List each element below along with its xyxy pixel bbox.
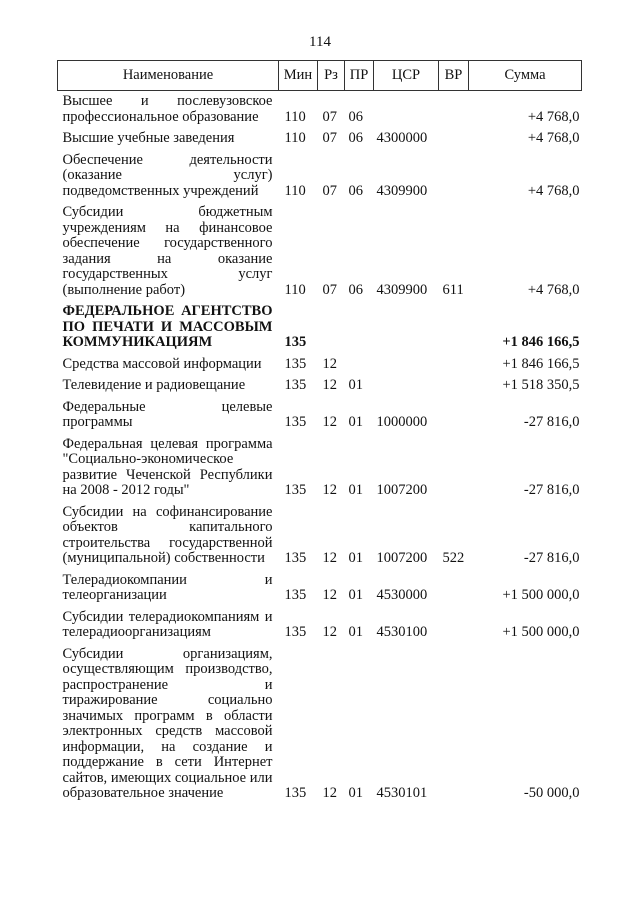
row-min-cell: 135 xyxy=(284,334,307,350)
row-vr-cell xyxy=(439,434,469,502)
row-name-text: ФЕДЕРАЛЬНОЕ АГЕНТСТВО ПО ПЕЧАТИ И МАССОВЫМ КОММУНИКАЦИЯМ xyxy=(62,303,273,350)
row-rz-cell: 12 xyxy=(322,377,337,393)
row-name-cell xyxy=(58,150,279,203)
row-name-cell xyxy=(58,91,279,129)
row-sum-cell: +1 500 000,0 xyxy=(502,587,580,603)
row-csr-cell: 1000000 xyxy=(376,414,428,430)
column-header-csr: ЦСР xyxy=(374,61,439,91)
row-vr-cell xyxy=(439,607,469,644)
row-name-text: Субсидии организациям, осуществляющим производство, распространение и тиражирование социально значимых программ в области электронных средств массовой информации, на создание и поддержание в сети Интернет сайтов, имеющих социальное или образовательное значение xyxy=(62,645,273,801)
row-vr-cell xyxy=(439,644,469,805)
row-min-cell: 135 xyxy=(284,587,307,603)
row-csr-cell: 1007200 xyxy=(376,482,428,498)
row-csr-cell: 1007200 xyxy=(376,550,428,566)
row-pr-cell: 01 xyxy=(348,587,363,603)
row-pr-cell: 01 xyxy=(348,377,363,393)
row-name-text: Средства массовой информации xyxy=(62,355,262,372)
row-name-text: Федеральные целевые программы xyxy=(62,398,273,430)
column-header-vr: ВР xyxy=(439,61,469,91)
row-csr-cell: 4530101 xyxy=(376,785,428,801)
row-pr-cell: 01 xyxy=(348,785,363,801)
row-vr-cell xyxy=(439,301,469,354)
row-sum-cell: -27 816,0 xyxy=(523,482,580,498)
row-rz-cell xyxy=(318,301,345,354)
row-min-cell: 110 xyxy=(284,108,306,125)
row-min-cell: 135 xyxy=(284,785,307,801)
row-name-text: Высшее и послевузовское профессиональное образование xyxy=(62,93,273,125)
row-pr-cell: 01 xyxy=(348,482,363,498)
budget-table xyxy=(57,60,582,805)
row-sum-cell: +1 518 350,5 xyxy=(502,377,580,393)
row-pr-cell: 01 xyxy=(348,414,363,430)
row-min-cell: 135 xyxy=(284,377,307,393)
row-min-cell: 110 xyxy=(284,281,306,298)
table-row xyxy=(58,150,582,203)
table-row xyxy=(58,354,582,376)
row-name-text: Федеральная целевая программа "Социально-экономическое развитие Чеченской Республики на 2008 - 2012 годы" xyxy=(62,435,273,498)
row-csr-cell: 4530100 xyxy=(376,624,428,640)
row-min-cell: 110 xyxy=(284,130,306,146)
row-rz-cell: 12 xyxy=(322,624,337,640)
row-min-cell: 135 xyxy=(284,482,307,498)
row-pr-cell xyxy=(345,354,374,376)
row-name-text: Высшие учебные заведения xyxy=(62,130,235,146)
row-sum-cell: +4 768,0 xyxy=(527,108,580,125)
row-csr-cell: 4300000 xyxy=(376,130,428,146)
row-csr-cell xyxy=(374,354,439,376)
row-vr-cell xyxy=(439,397,469,434)
row-vr-cell: 522 xyxy=(442,550,465,566)
row-name-cell xyxy=(58,397,279,434)
row-sum-cell: -50 000,0 xyxy=(523,785,580,801)
row-name-cell xyxy=(58,434,279,502)
row-csr-cell xyxy=(374,375,439,397)
row-name-cell xyxy=(58,644,279,805)
row-csr-cell xyxy=(374,91,439,129)
row-sum-cell: +1 500 000,0 xyxy=(502,624,580,640)
row-min-cell: 135 xyxy=(284,624,307,640)
row-rz-cell: 12 xyxy=(322,785,337,801)
table-row xyxy=(58,128,582,150)
row-min-cell: 135 xyxy=(284,414,307,430)
row-vr-cell xyxy=(439,375,469,397)
row-min-cell: 135 xyxy=(284,355,307,372)
row-min-cell: 110 xyxy=(284,182,306,199)
table-row xyxy=(58,202,582,301)
row-name-cell xyxy=(58,502,279,570)
column-header-name: Наименование xyxy=(58,61,279,91)
row-vr-cell xyxy=(439,570,469,607)
row-pr-cell: 06 xyxy=(348,281,363,298)
row-name-text: Субсидии бюджетным учреждениям на финансовое обеспечение государственного задания на оказание государственных услуг (выполнение работ) xyxy=(62,204,273,298)
row-pr-cell: 01 xyxy=(348,550,363,566)
row-sum-cell: +4 768,0 xyxy=(527,182,580,199)
table-row xyxy=(58,397,582,434)
table-row xyxy=(58,644,582,805)
row-vr-cell: 611 xyxy=(442,281,464,298)
row-name-text: Субсидии на софинансирование объектов капитального строительства государственной (муниципальной) собственности xyxy=(62,503,273,566)
table-row xyxy=(58,607,582,644)
row-pr-cell: 01 xyxy=(348,624,363,640)
row-sum-cell: -27 816,0 xyxy=(523,414,580,430)
column-header-pr: ПР xyxy=(345,61,374,91)
row-vr-cell xyxy=(439,354,469,376)
page-number: 114 xyxy=(309,34,331,50)
column-header-rz: Рз xyxy=(318,61,345,91)
row-csr-cell xyxy=(374,301,439,354)
table-row xyxy=(58,301,582,354)
row-name-text: Обеспечение деятельности (оказание услуг) подведомственных учреждений xyxy=(62,151,273,199)
row-name-cell xyxy=(58,354,279,376)
row-sum-cell: +1 846 166,5 xyxy=(502,334,580,350)
row-sum-cell: +4 768,0 xyxy=(527,281,580,298)
row-csr-cell: 4309900 xyxy=(376,182,428,199)
column-header-min: Мин xyxy=(279,61,318,91)
row-rz-cell: 12 xyxy=(322,414,337,430)
row-name-cell xyxy=(58,607,279,644)
table-row xyxy=(58,434,582,502)
row-vr-cell xyxy=(439,150,469,203)
table-row xyxy=(58,502,582,570)
row-sum-cell: +4 768,0 xyxy=(527,130,580,146)
row-name-cell xyxy=(58,375,279,397)
row-pr-cell xyxy=(345,301,374,354)
row-rz-cell: 07 xyxy=(322,182,337,199)
row-vr-cell xyxy=(439,91,469,129)
row-sum-cell: -27 816,0 xyxy=(523,550,580,566)
row-name-text: Телерадиокомпании и телеорганизации xyxy=(62,571,273,603)
row-name-cell xyxy=(58,128,279,150)
row-rz-cell: 12 xyxy=(322,587,337,603)
row-rz-cell: 07 xyxy=(322,130,337,146)
table-row xyxy=(58,91,582,129)
row-rz-cell: 12 xyxy=(322,355,337,372)
row-name-cell xyxy=(58,202,279,301)
table-row xyxy=(58,570,582,607)
table-row xyxy=(58,375,582,397)
row-rz-cell: 07 xyxy=(322,108,337,125)
row-name-text: Субсидии телерадиокомпаниям и телерадиоорганизациям xyxy=(62,608,273,640)
table-header-row xyxy=(58,61,582,91)
row-pr-cell: 06 xyxy=(348,130,363,146)
row-min-cell: 135 xyxy=(284,550,307,566)
column-header-sum: Сумма xyxy=(469,61,582,91)
row-vr-cell xyxy=(439,128,469,150)
row-rz-cell: 12 xyxy=(322,550,337,566)
row-rz-cell: 12 xyxy=(322,482,337,498)
row-pr-cell: 06 xyxy=(348,108,363,125)
row-csr-cell: 4309900 xyxy=(376,281,428,298)
table-body xyxy=(58,91,582,805)
row-sum-cell: +1 846 166,5 xyxy=(502,355,580,372)
row-rz-cell: 07 xyxy=(322,281,337,298)
row-name-text: Телевидение и радиовещание xyxy=(62,377,246,393)
row-name-cell xyxy=(58,570,279,607)
row-csr-cell: 4530000 xyxy=(376,587,428,603)
row-name-cell xyxy=(58,301,279,354)
row-pr-cell: 06 xyxy=(348,182,363,199)
